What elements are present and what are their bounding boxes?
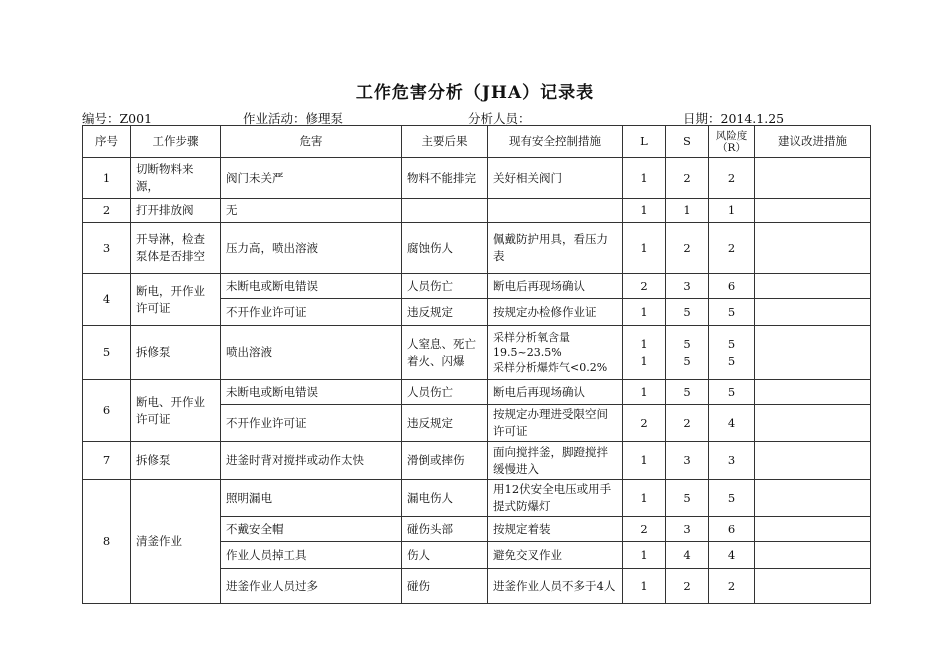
row-control: 关好相关阀门 bbox=[488, 158, 623, 199]
row-s: 5 bbox=[666, 380, 709, 405]
row-no: 4 bbox=[83, 274, 131, 326]
row-suggest bbox=[755, 223, 871, 274]
row-l: 2 bbox=[623, 405, 666, 442]
row-no: 7 bbox=[83, 442, 131, 480]
row-consequence: 碰伤头部 bbox=[402, 517, 488, 542]
row-l: 1 bbox=[623, 480, 666, 517]
table-row bbox=[83, 442, 871, 480]
row-r: 5 bbox=[709, 380, 755, 405]
document-title: 工作危害分析（JHA）记录表 bbox=[355, 83, 595, 103]
row-no: 5 bbox=[83, 326, 131, 380]
table-row bbox=[83, 326, 871, 380]
row-suggest bbox=[755, 569, 871, 604]
l-value: 1 bbox=[640, 336, 648, 351]
table-row bbox=[83, 480, 871, 517]
row-control: 断电后再现场确认 bbox=[488, 274, 623, 299]
r-value: 5 bbox=[727, 336, 736, 351]
row-hazard: 压力高，喷出溶液 bbox=[221, 223, 402, 274]
record-date: 日期：2014.1.25 bbox=[683, 111, 785, 126]
header-r-label: 风险度 bbox=[715, 129, 748, 142]
row-suggest bbox=[755, 542, 871, 569]
row-suggest bbox=[755, 299, 871, 326]
r-value: 5 bbox=[727, 353, 736, 368]
header-l: L bbox=[623, 126, 666, 158]
table-row bbox=[83, 380, 871, 405]
row-l bbox=[623, 326, 666, 380]
row-step: 断电、开作业许可证 bbox=[131, 380, 221, 442]
row-control: 按规定办检修作业证 bbox=[488, 299, 623, 326]
header-r-sub: （R） bbox=[717, 141, 746, 154]
row-r: 5 bbox=[709, 480, 755, 517]
row-step: 打开排放阀 bbox=[131, 199, 221, 223]
row-hazard: 未断电或断电错误 bbox=[221, 274, 402, 299]
row-consequence: 违反规定 bbox=[402, 299, 488, 326]
row-l: 1 bbox=[623, 380, 666, 405]
row-r: 6 bbox=[709, 517, 755, 542]
row-step: 切断物料来源， bbox=[131, 158, 221, 199]
row-consequence: 违反规定 bbox=[402, 405, 488, 442]
row-l: 1 bbox=[623, 299, 666, 326]
row-hazard: 不戴安全帽 bbox=[221, 517, 402, 542]
row-step: 断电，开作业许可证 bbox=[131, 274, 221, 326]
row-hazard: 照明漏电 bbox=[221, 480, 402, 517]
row-step: 拆修泵 bbox=[131, 326, 221, 380]
header-suggest: 建议改进措施 bbox=[755, 126, 871, 158]
row-control: 按规定办理进受限空间许可证 bbox=[488, 405, 623, 442]
row-control: 按规定着装 bbox=[488, 517, 623, 542]
row-hazard: 喷出溶液 bbox=[221, 326, 402, 380]
row-consequence: 伤人 bbox=[402, 542, 488, 569]
row-s: 5 bbox=[666, 299, 709, 326]
header-r bbox=[709, 126, 755, 158]
header-consequence: 主要后果 bbox=[402, 126, 488, 158]
row-s: 2 bbox=[666, 158, 709, 199]
row-r: 6 bbox=[709, 274, 755, 299]
row-no: 8 bbox=[83, 480, 131, 604]
l-value: 1 bbox=[640, 353, 648, 368]
row-suggest bbox=[755, 405, 871, 442]
row-hazard: 进釜时背对搅拌或动作太快 bbox=[221, 442, 402, 480]
header-no: 序号 bbox=[83, 126, 131, 158]
row-consequence: 滑倒或摔伤 bbox=[402, 442, 488, 480]
row-consequence bbox=[402, 199, 488, 223]
row-suggest bbox=[755, 199, 871, 223]
row-s: 2 bbox=[666, 223, 709, 274]
table-header-row bbox=[83, 126, 871, 158]
row-hazard: 未断电或断电错误 bbox=[221, 380, 402, 405]
row-l: 1 bbox=[623, 199, 666, 223]
row-s: 3 bbox=[666, 442, 709, 480]
row-r: 3 bbox=[709, 442, 755, 480]
table-row bbox=[83, 199, 871, 223]
row-suggest bbox=[755, 380, 871, 405]
control-line: 采样分析氧含量19.5~23.5% bbox=[493, 331, 570, 359]
row-step: 清釜作业 bbox=[131, 480, 221, 604]
row-s: 5 bbox=[666, 480, 709, 517]
row-control: 用12伏安全电压或用手提式防爆灯 bbox=[488, 480, 623, 517]
row-l: 1 bbox=[623, 569, 666, 604]
row-s: 4 bbox=[666, 542, 709, 569]
row-s: 3 bbox=[666, 517, 709, 542]
work-activity: 作业活动：修理泵 bbox=[243, 111, 344, 126]
row-consequence: 人员伤亡 bbox=[402, 380, 488, 405]
row-consequence: 物料不能排完 bbox=[402, 158, 488, 199]
row-consequence: 碰伤 bbox=[402, 569, 488, 604]
row-r: 4 bbox=[709, 542, 755, 569]
row-control: 避免交叉作业 bbox=[488, 542, 623, 569]
row-s bbox=[666, 326, 709, 380]
row-suggest bbox=[755, 480, 871, 517]
row-step: 拆修泵 bbox=[131, 442, 221, 480]
s-value: 5 bbox=[683, 336, 691, 351]
row-hazard: 进釜作业人员过多 bbox=[221, 569, 402, 604]
table-row bbox=[83, 158, 871, 199]
record-code: 编号：Z001 bbox=[82, 111, 153, 126]
s-value: 5 bbox=[683, 353, 691, 368]
row-hazard: 不开作业许可证 bbox=[221, 405, 402, 442]
row-l: 1 bbox=[623, 223, 666, 274]
row-l: 1 bbox=[623, 442, 666, 480]
row-suggest bbox=[755, 274, 871, 299]
row-no: 6 bbox=[83, 380, 131, 442]
row-control: 进釜作业人员不多于4人 bbox=[488, 569, 623, 604]
row-l: 2 bbox=[623, 274, 666, 299]
header-control: 现有安全控制措施 bbox=[488, 126, 623, 158]
row-control bbox=[488, 326, 623, 380]
row-s: 1 bbox=[666, 199, 709, 223]
header-step: 工作步骤 bbox=[131, 126, 221, 158]
row-s: 2 bbox=[666, 405, 709, 442]
row-r: 2 bbox=[709, 158, 755, 199]
row-consequence: 人窒息、死亡着火、闪爆 bbox=[402, 326, 488, 380]
row-suggest bbox=[755, 442, 871, 480]
header-s: S bbox=[666, 126, 709, 158]
row-no: 3 bbox=[83, 223, 131, 274]
row-l: 1 bbox=[623, 542, 666, 569]
row-r: 1 bbox=[709, 199, 755, 223]
row-hazard: 作业人员掉工具 bbox=[221, 542, 402, 569]
row-control bbox=[488, 199, 623, 223]
row-r: 2 bbox=[709, 223, 755, 274]
row-hazard: 无 bbox=[221, 199, 402, 223]
row-control: 断电后再现场确认 bbox=[488, 380, 623, 405]
row-l: 2 bbox=[623, 517, 666, 542]
row-suggest bbox=[755, 158, 871, 199]
row-r bbox=[709, 326, 755, 380]
row-consequence: 人员伤亡 bbox=[402, 274, 488, 299]
row-l: 1 bbox=[623, 158, 666, 199]
row-control: 面向搅拌釜，脚蹬搅拌缓慢进入 bbox=[488, 442, 623, 480]
row-no: 2 bbox=[83, 199, 131, 223]
row-s: 3 bbox=[666, 274, 709, 299]
analyst: 分析人员： bbox=[468, 111, 531, 126]
row-r: 4 bbox=[709, 405, 755, 442]
row-suggest bbox=[755, 517, 871, 542]
row-consequence: 腐蚀伤人 bbox=[402, 223, 488, 274]
control-line: 采样分析爆炸气<0.2% bbox=[493, 361, 608, 374]
table-row bbox=[83, 274, 871, 299]
row-step: 开导淋，检查泵体是否排空 bbox=[131, 223, 221, 274]
row-hazard: 阀门未关严 bbox=[221, 158, 402, 199]
row-no: 1 bbox=[83, 158, 131, 199]
jha-table bbox=[82, 125, 871, 604]
row-control: 佩戴防护用具，看压力表 bbox=[488, 223, 623, 274]
row-hazard: 不开作业许可证 bbox=[221, 299, 402, 326]
row-s: 2 bbox=[666, 569, 709, 604]
row-suggest bbox=[755, 326, 871, 380]
row-consequence: 漏电伤人 bbox=[402, 480, 488, 517]
table-row bbox=[83, 223, 871, 274]
row-r: 5 bbox=[709, 299, 755, 326]
row-r: 2 bbox=[709, 569, 755, 604]
header-hazard: 危害 bbox=[221, 126, 402, 158]
